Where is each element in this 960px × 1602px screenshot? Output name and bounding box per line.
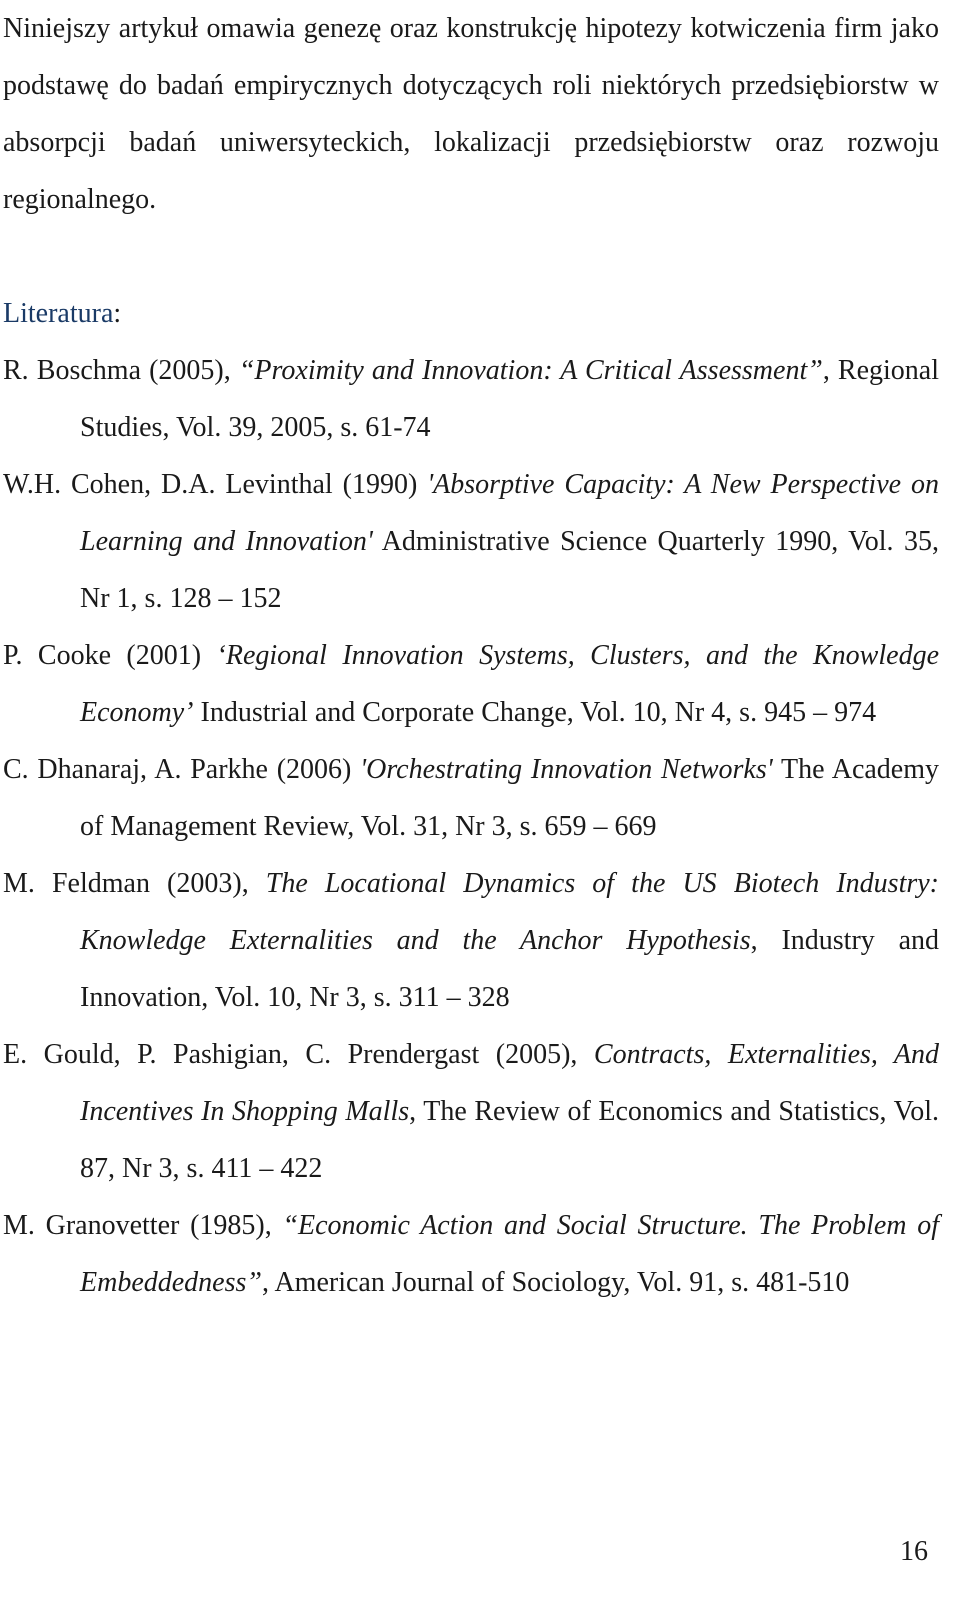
reference-item: [3, 627, 939, 741]
document-page: [3, 0, 939, 1311]
reference-source: Industrial and Corporate Change, Vol. 10, Nr 4, s. 945 – 974: [193, 697, 877, 728]
reference-item: [3, 741, 939, 855]
reference-author: M. Granovetter (1985),: [3, 1210, 283, 1241]
reference-item: [3, 456, 939, 627]
reference-title: The Locational Dynamics of the US Biotech Industry: Knowledge Externalities and the Anchor Hypothesis: [80, 868, 939, 956]
reference-title: “Proximity and Innovation: A Critical Assessment”: [238, 355, 823, 386]
reference-author: R. Boschma (2005),: [3, 355, 239, 386]
reference-author: P. Cooke (2001): [3, 640, 217, 671]
reference-source: Administrative Science Quarterly 1990, Vol. 35, Nr 1, s. 128 – 152: [80, 526, 939, 614]
reference-item: [3, 342, 939, 456]
reference-source: The Academy of Management Review, Vol. 31, Nr 3, s. 659 – 669: [80, 754, 940, 842]
reference-title: 'Absorptive Capacity: A New Perspective on Learning and Innovation': [80, 469, 939, 557]
intro-paragraph: Niniejszy artykuł omawia genezę oraz konstrukcję hipotezy kotwiczenia firm jako podstawę do badań empirycznych dotyczących roli niektórych przedsiębiorstw w absorpcji badań uniwersyteckich, lokalizacji przedsiębiorstw oraz rozwoju regionalnego.: [3, 13, 939, 215]
reference-author: C. Dhanaraj, A. Parkhe (2006): [3, 754, 361, 785]
reference-author: E. Gould, P. Pashigian, C. Prendergast (2005),: [3, 1039, 594, 1070]
literature-heading: [3, 285, 939, 342]
reference-title: ‘Regional Innovation Systems, Clusters, and the Knowledge Economy’: [80, 640, 939, 728]
reference-source: , American Journal of Sociology, Vol. 91, s. 481-510: [261, 1267, 850, 1298]
reference-item: [3, 1197, 939, 1311]
reference-item: [3, 1026, 939, 1197]
reference-item: [3, 855, 939, 1026]
reference-source: , Industry and Innovation, Vol. 10, Nr 3, s. 311 – 328: [80, 925, 939, 1013]
reference-title: “Economic Action and Social Structure. The Problem of Embeddedness”: [80, 1210, 939, 1298]
reference-author: W.H. Cohen, D.A. Levinthal (1990): [3, 469, 428, 500]
reference-title: Contracts, Externalities, And Incentives In Shopping Malls: [80, 1039, 939, 1127]
reference-author: M. Feldman (2003),: [3, 868, 266, 899]
page-number: 16: [900, 1536, 928, 1567]
literature-heading-label: Literatura: [3, 298, 114, 329]
reference-list: [3, 342, 939, 1311]
reference-source: , The Review of Economics and Statistics, Vol. 87, Nr 3, s. 411 – 422: [80, 1096, 939, 1184]
reference-source: , Regional Studies, Vol. 39, 2005, s. 61-74: [80, 355, 940, 443]
reference-title: 'Orchestrating Innovation Networks': [360, 754, 773, 785]
literature-heading-colon: :: [113, 298, 122, 329]
